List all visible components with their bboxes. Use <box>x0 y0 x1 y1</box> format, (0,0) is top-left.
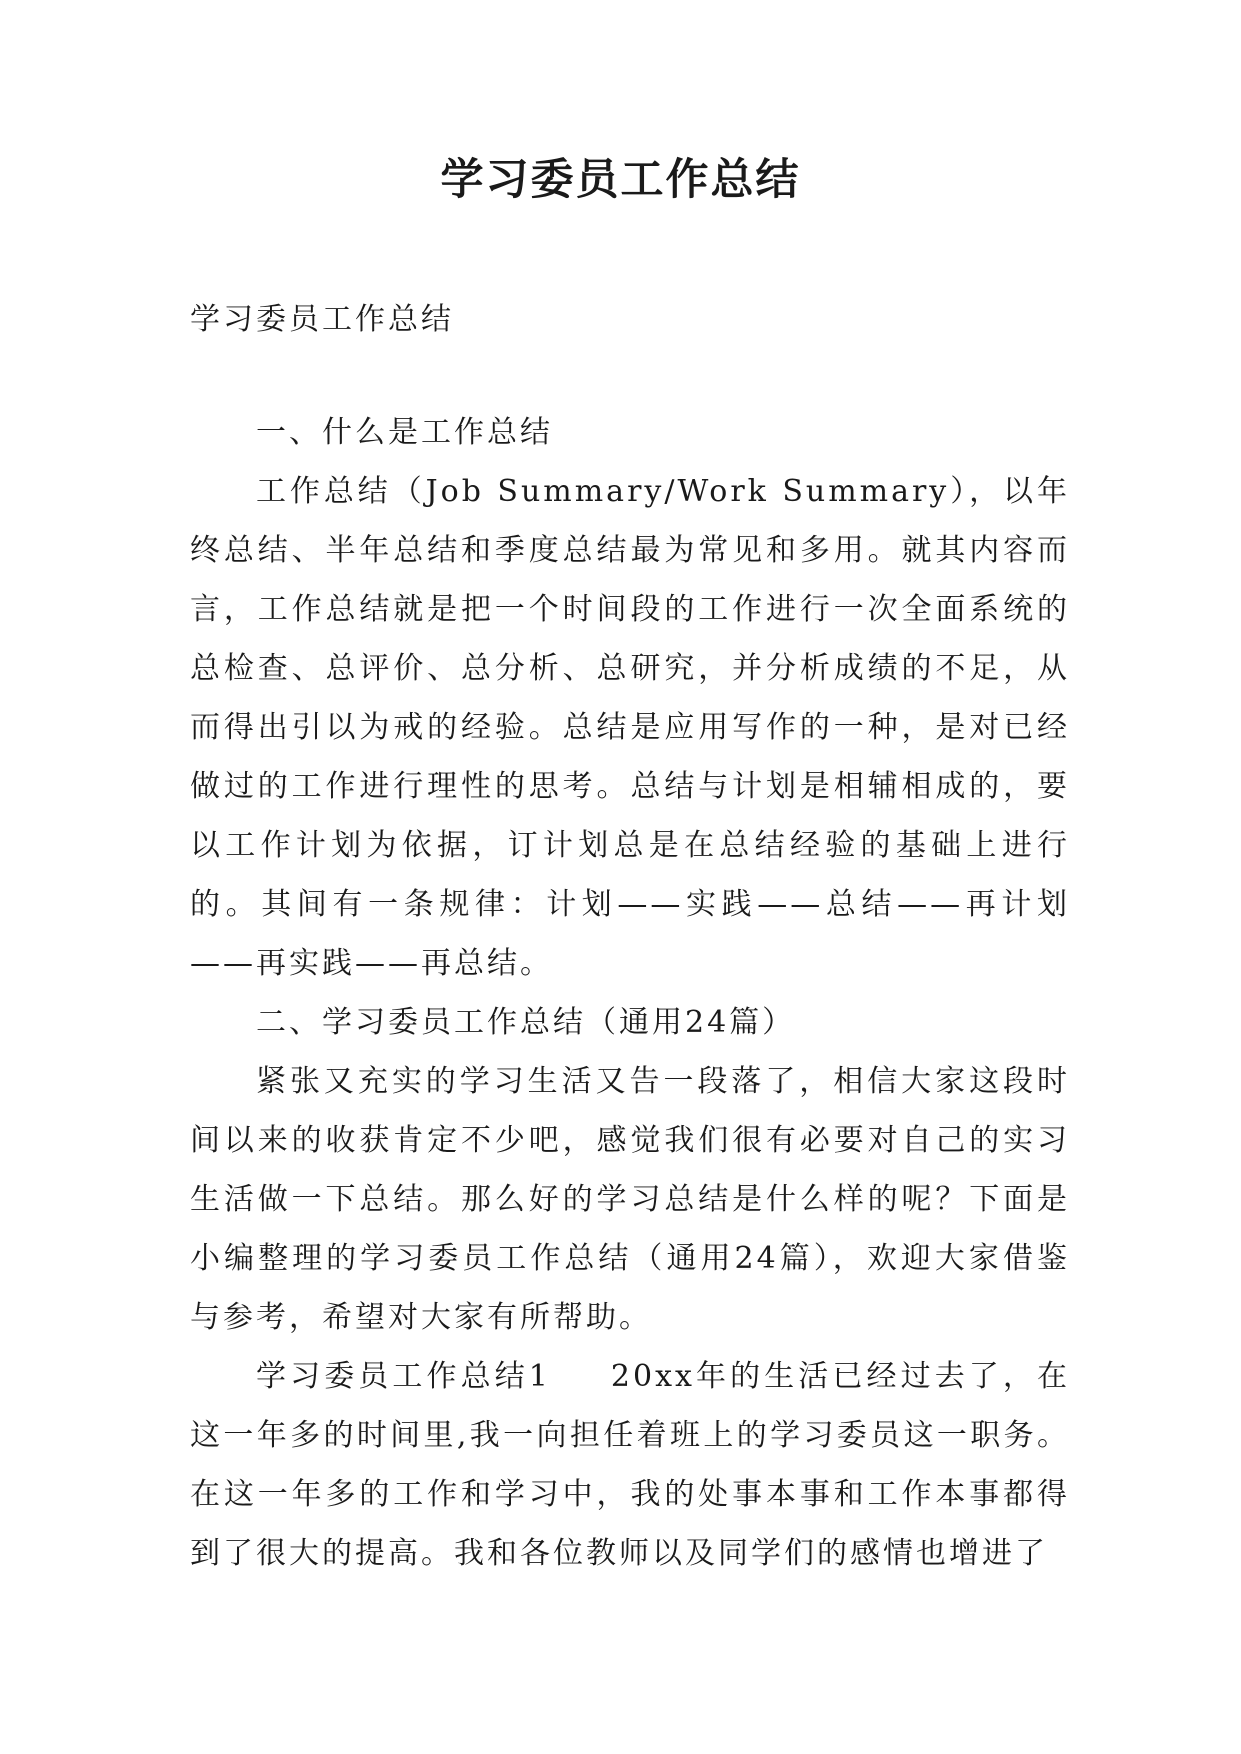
paragraph-article-1 <box>190 1347 1070 1583</box>
section-heading-general-24: 二、学习委员工作总结（通用24篇） <box>256 1005 796 1040</box>
paragraph-introduction: 紧张又充实的学习生活又告一段落了，相信大家这段时间以来的收获肯定不少吧，感觉我们很有必要对自己的实习生活做一下总结。那么好的学习总结是什么样的呢？下面是小编整理的学习委员工作总结（通用24篇），欢迎大家借鉴与参考，希望对大家有所帮助。 <box>190 1064 1070 1335</box>
document-subtitle: 学习委员工作总结 <box>190 302 454 337</box>
section-heading-what-is-summary: 一、什么是工作总结 <box>256 415 553 450</box>
paragraph-definition: 工作总结（Job Summary/Work Summary），以年终总结、半年总结和季度总结最为常见和多用。就其内容而言，工作总结就是把一个时间段的工作进行一次全面系统的总检查、总评价、总分析、总研究，并分析成绩的不足，从而得出引以为戒的经验。总结是应用写作的一种，是对已经做过的工作进行理性的思考。总结与计划是相辅相成的，要以工作计划为依据，订计划总是在总结经验的基础上进行的。其间有一条规律：计划——实践——总结——再计划——再实践——再总结。 <box>190 474 1070 981</box>
document-body <box>190 290 1070 1583</box>
article-1-label: 学习委员工作总结1 <box>256 1359 551 1394</box>
article-1-text: 20xx年的生活已经过去了，在这一年多的时间里,我一向担任着班上的学习委员这一职务。在这一年多的工作和学习中，我的处事本事和工作本事都得到了很大的提高。我和各位教师以及同学们的感情也增进了 <box>190 1359 1070 1571</box>
document-title: 学习委员工作总结 <box>440 155 801 205</box>
